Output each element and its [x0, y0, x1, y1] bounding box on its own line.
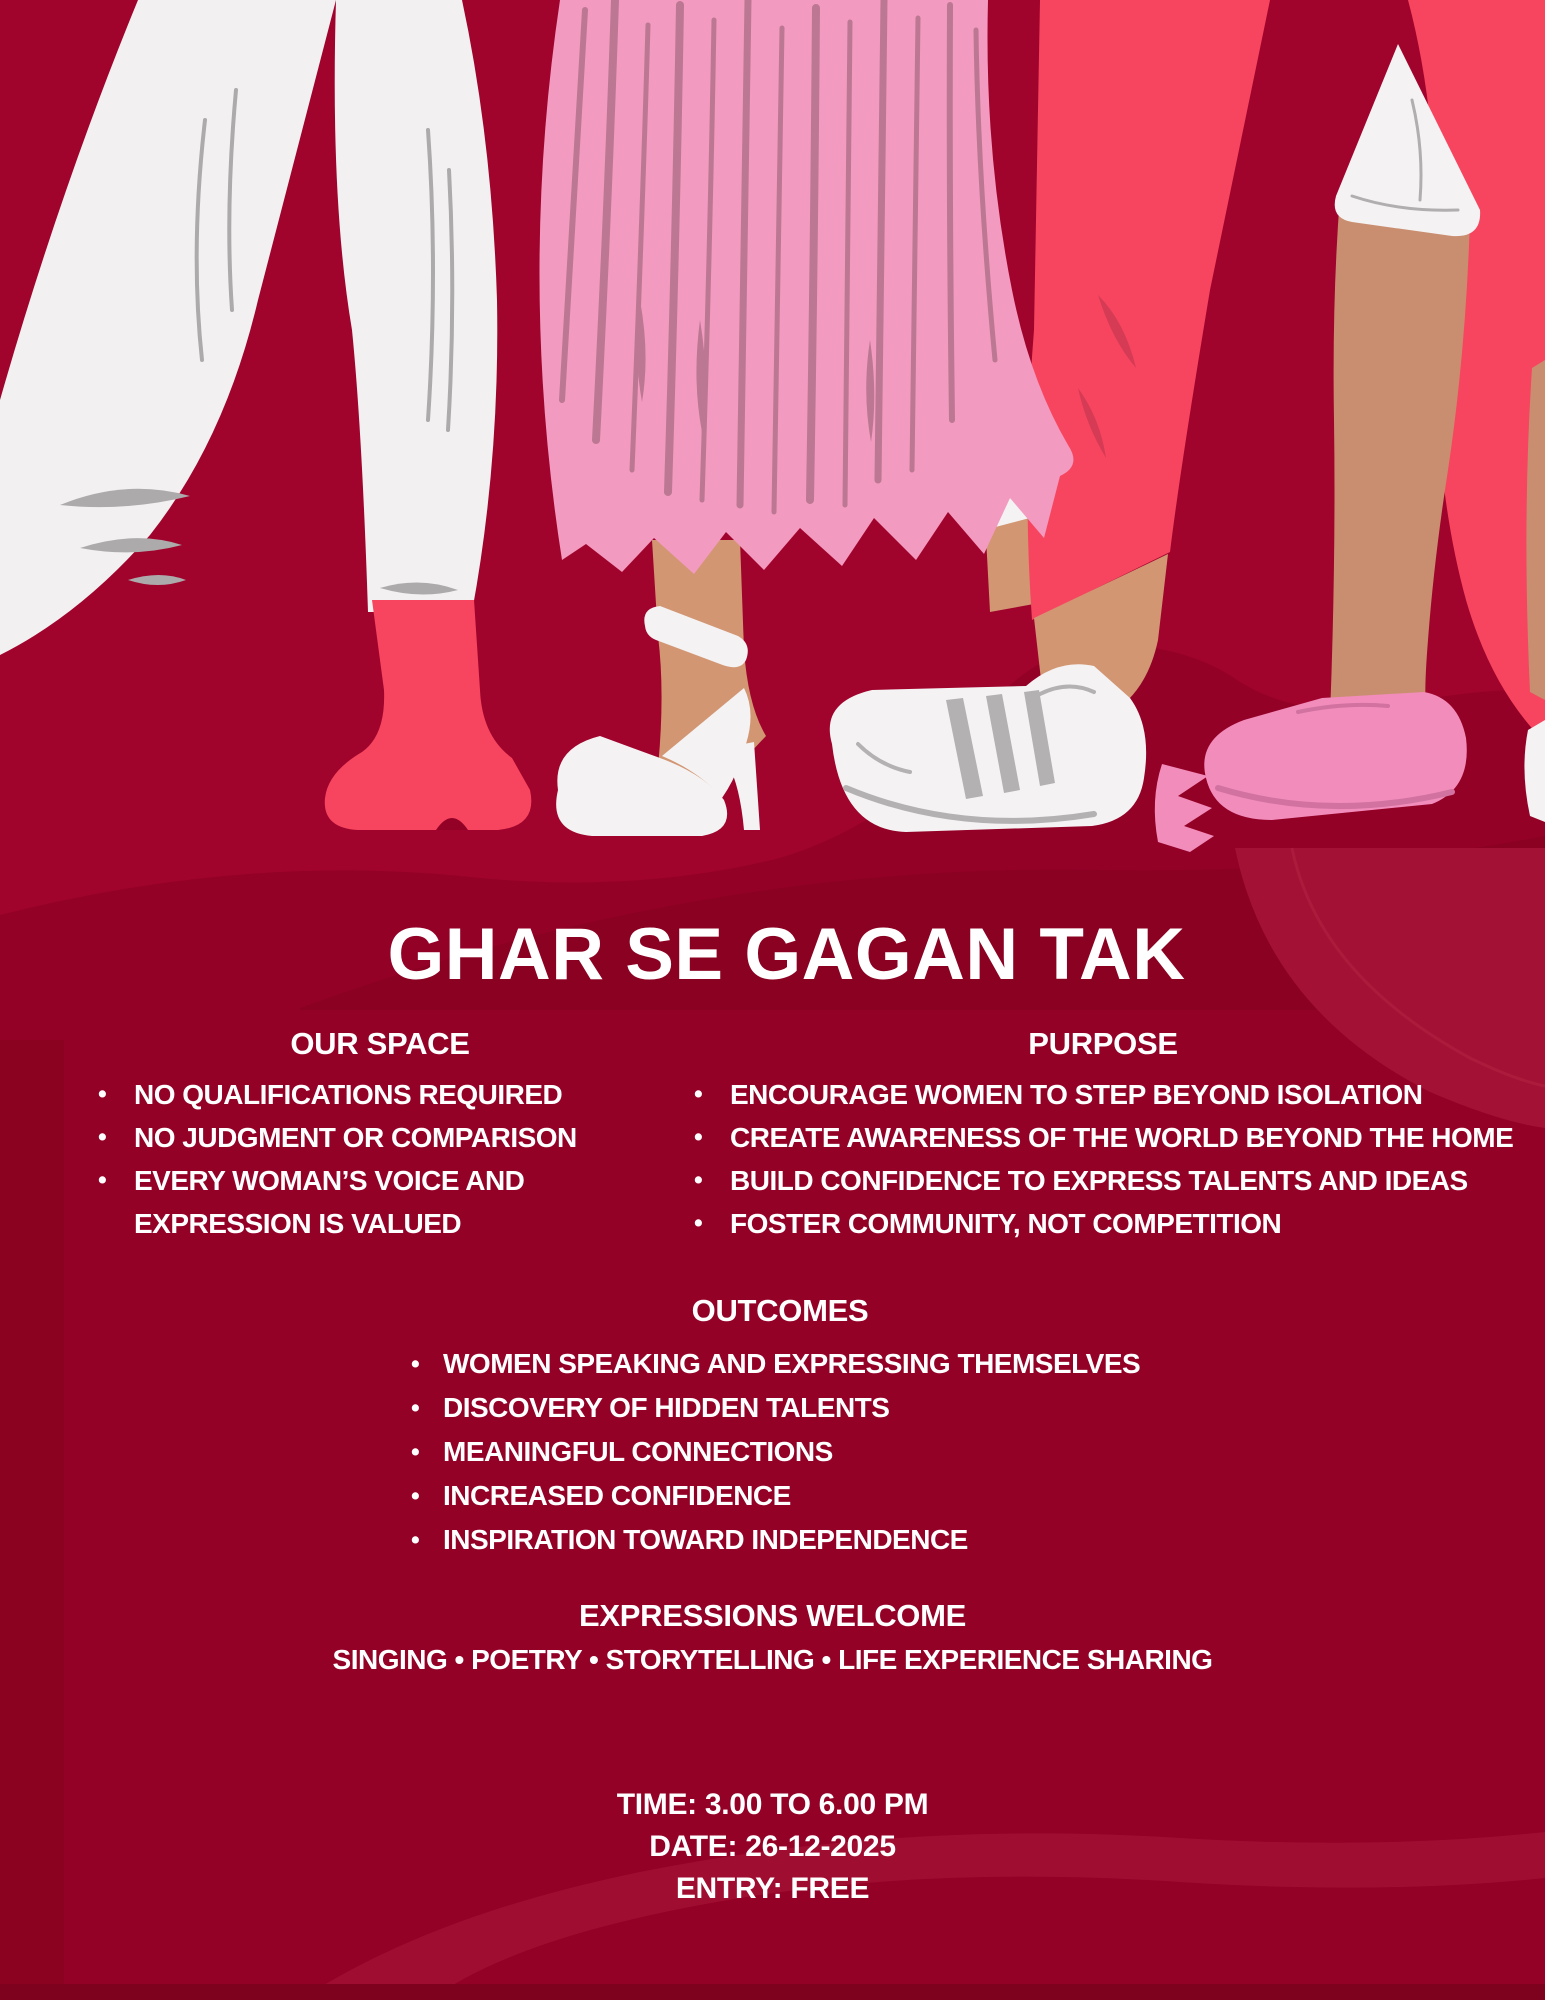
- bullet-icon: •: [694, 1209, 703, 1237]
- purpose-heading: PURPOSE: [1028, 1026, 1178, 1061]
- section-expressions: [0, 1598, 1545, 1677]
- bullet-icon: •: [98, 1166, 107, 1194]
- bullet-icon: •: [411, 1394, 420, 1422]
- list-item: • BUILD CONFIDENCE TO EXPRESS TALENTS AND IDEAS: [694, 1159, 1545, 1202]
- list-item: • INSPIRATION TOWARD INDEPENDENCE: [411, 1518, 1210, 1562]
- bullet-icon: •: [694, 1166, 703, 1194]
- outcomes-heading: OUTCOMES: [691, 1293, 869, 1328]
- pink-ruffle: [1155, 764, 1214, 852]
- bullet-icon: •: [98, 1123, 107, 1151]
- our-space-list: [60, 1073, 700, 1245]
- list-item: • MEANINGFUL CONNECTIONS: [411, 1430, 1210, 1474]
- bullet-icon: •: [411, 1350, 420, 1378]
- bullet-icon: •: [98, 1080, 107, 1108]
- list-item: • NO QUALIFICATIONS REQUIRED: [98, 1073, 700, 1116]
- background-bottom-strip: [0, 1984, 1545, 2000]
- list-item: • FOSTER COMMUNITY, NOT COMPETITION: [694, 1202, 1545, 1245]
- bullet-icon: •: [411, 1482, 420, 1510]
- bullet-icon: •: [694, 1080, 703, 1108]
- purpose-list: [660, 1073, 1545, 1245]
- list-item: • NO JUDGMENT OR COMPARISON: [98, 1116, 700, 1159]
- expressions-heading: EXPRESSIONS WELCOME: [578, 1598, 967, 1633]
- outcomes-list: [350, 1342, 1210, 1562]
- bullet-icon: •: [411, 1438, 420, 1466]
- our-space-heading: OUR SPACE: [290, 1026, 470, 1061]
- event-entry: ENTRY: FREE: [675, 1872, 870, 1905]
- list-item: • ENCOURAGE WOMEN TO STEP BEYOND ISOLATION: [694, 1073, 1545, 1116]
- list-item: • EVERY WOMAN’S VOICE AND EXPRESSION IS VALUED: [98, 1159, 700, 1245]
- list-item: • WOMEN SPEAKING AND EXPRESSING THEMSELVES: [411, 1342, 1210, 1386]
- section-event-details: [0, 1784, 1545, 1910]
- event-time: TIME: 3.00 TO 6.00 PM: [616, 1788, 929, 1821]
- section-our-space: [60, 1026, 700, 1245]
- list-item: • CREATE AWARENESS OF THE WORLD BEYOND THE HOME: [694, 1116, 1545, 1159]
- expressions-line: SINGING • POETRY • STORYTELLING • LIFE EXPERIENCE SHARING: [332, 1644, 1213, 1675]
- event-title: GHAR SE GAGAN TAK: [387, 913, 1186, 995]
- section-outcomes: [350, 1293, 1210, 1562]
- bullet-icon: •: [694, 1123, 703, 1151]
- list-item: • DISCOVERY OF HIDDEN TALENTS: [411, 1386, 1210, 1430]
- section-purpose: [660, 1026, 1545, 1245]
- event-date: DATE: 26-12-2025: [649, 1830, 896, 1863]
- bullet-icon: •: [411, 1526, 420, 1554]
- list-item: • INCREASED CONFIDENCE: [411, 1474, 1210, 1518]
